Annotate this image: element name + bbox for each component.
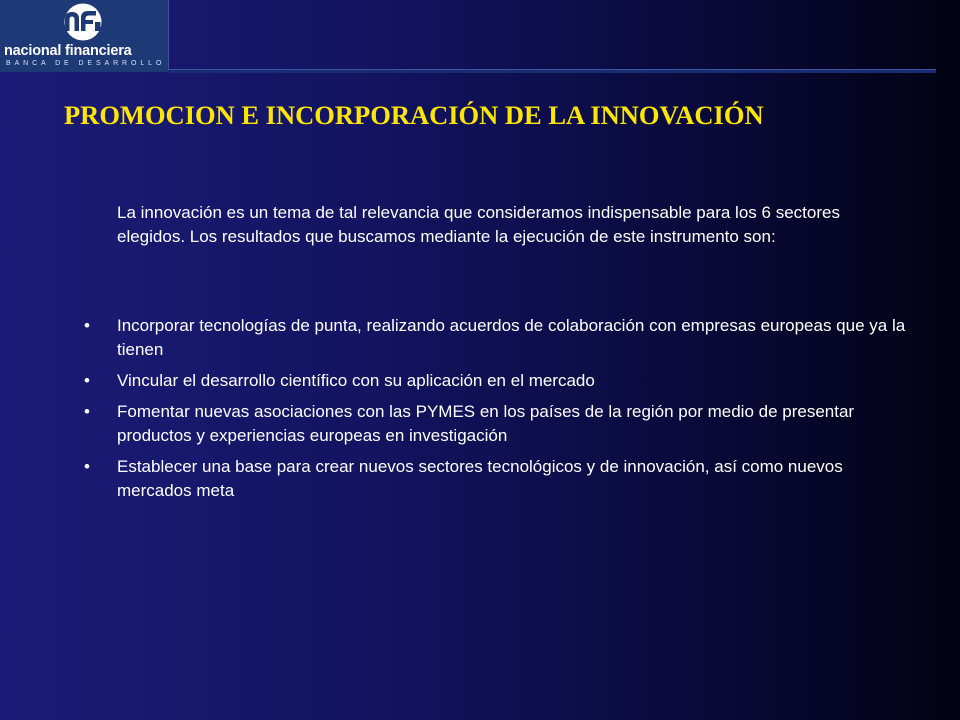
- intro-paragraph: La innovación es un tema de tal relevancia que consideramos indispensable para los 6 sectores elegidos. Los resultados que buscamos mediante la ejecución de este instrumento son:: [117, 203, 840, 246]
- bullet-dot-icon: •: [84, 371, 90, 390]
- bullet-item: [0, 400, 960, 448]
- bullet-text: Vincular el desarrollo científico con su aplicación en el mercado: [117, 371, 595, 390]
- logo: [0, 0, 169, 72]
- bullet-text: Incorporar tecnologías de punta, realizando acuerdos de colaboración con empresas europeas que ya la tienen: [117, 316, 906, 359]
- nafin-logo-icon: [52, 2, 114, 42]
- bullet-dot-icon: •: [84, 457, 90, 476]
- bullet-dot-icon: •: [84, 316, 90, 335]
- bullet-item: [0, 455, 960, 503]
- logo-name: nacional financiera: [4, 43, 132, 59]
- logo-tagline: BANCA DE DESARROLLO: [6, 60, 166, 67]
- bullet-text: Fomentar nuevas asociaciones con las PYMES en los países de la región por medio de presentar productos y experiencias europeas en investigación: [117, 402, 855, 445]
- bullet-item: [0, 314, 960, 362]
- bullet-dot-icon: •: [84, 402, 90, 421]
- bullet-text: Establecer una base para crear nuevos sectores tecnológicos y de innovación, así como nuevos mercados meta: [117, 457, 843, 500]
- bullet-list: [0, 314, 960, 510]
- bullet-item: [0, 369, 960, 393]
- slide-title: PROMOCION E INCORPORACIÓN DE LA INNOVACIÓN: [64, 100, 764, 130]
- header-divider: [168, 69, 936, 73]
